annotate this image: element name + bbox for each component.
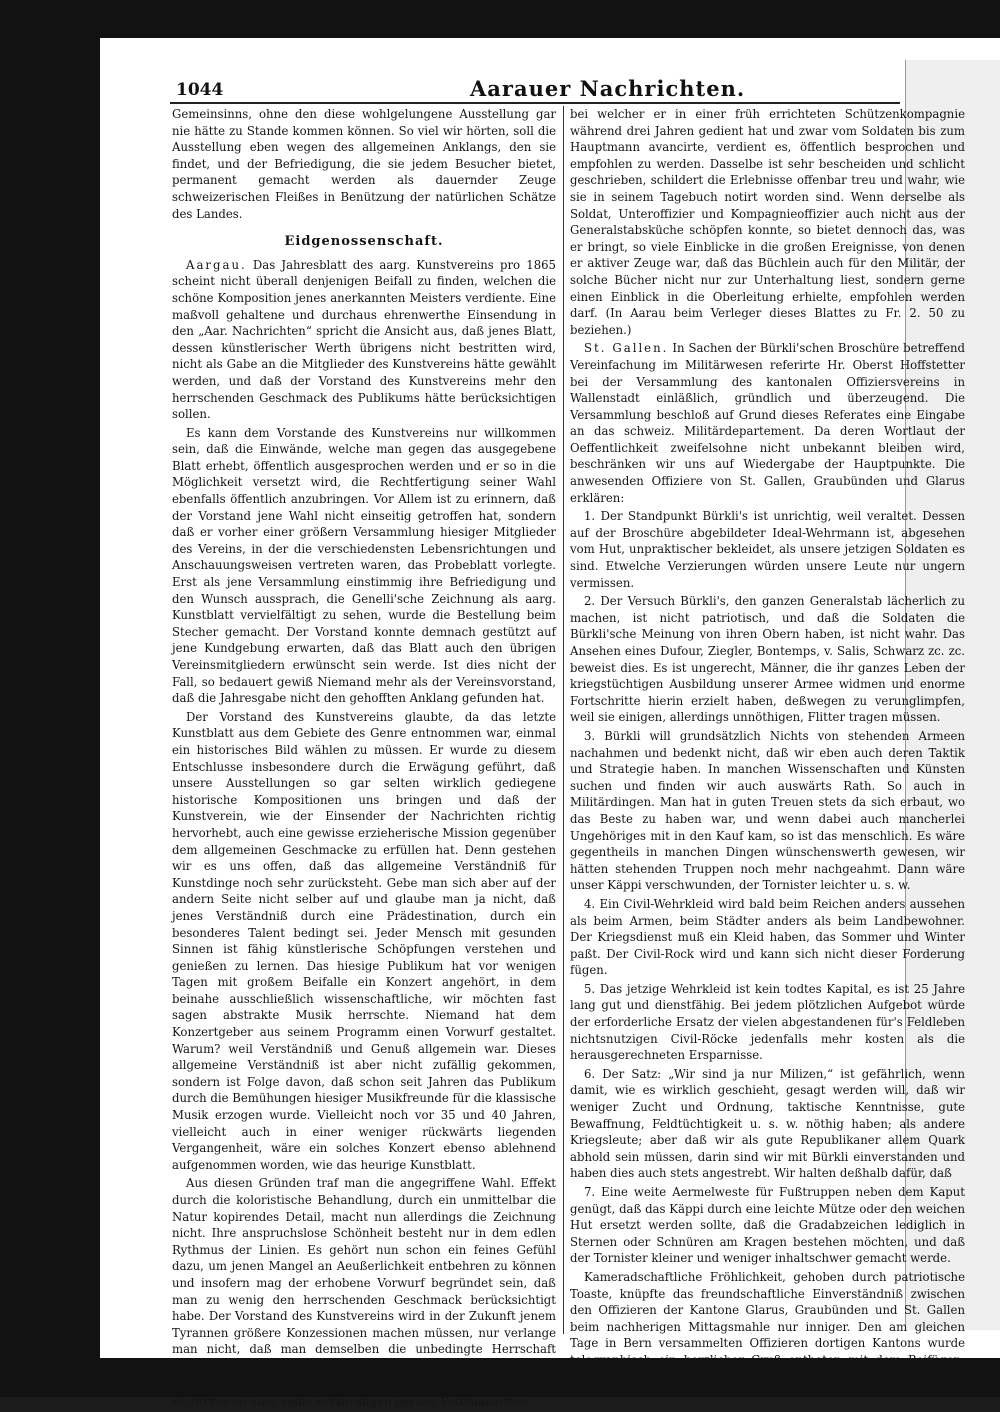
dateline-aargau: Aargau.	[186, 257, 247, 272]
paragraph: Der Vorstand des Kunstvereins glaubte, da das letzte Kunstblatt aus dem Gebiete des Genre entnommen war, einmal ein historisches Bild wählen zu müssen. Er wurde zu diesem Entschlusse insbesondere durch die Erwägung geführt, daß unsere Ausstellungen so gar selten wirklich gediegene historische Kompositionen uns bringen und daß der Kunstverein, wie der Einsender der Nachrichten richtig hervorhebt, auch eine gewisse erzieherische Mission gegenüber dem allgemeinen Geschmacke zu erfüllen hat. Denn gestehen wir es uns offen, daß das allgemeine Verständniß für Kunstdinge noch sehr zurücksteht. Gebe man sich aber auf der andern Seite nicht selber auf und glaube man ja nicht, daß jenes Verständniß durch eine Prädestination, durch ein besonderes Talent bedingt sei. Jeder Mensch mit gesunden Sinnen ist fähig künstlerische Schöpfungen verstehen und genießen zu lernen. Das hiesige Publikum hat vor wenigen Tagen mit großem Beifalle ein Konzert angehört, in dem beinahe ausschließlich wissenschaftliche, wir möchten fast sagen abstrakte Musik herrschte. Niemand hat dem Konzertgeber aus seinem Programm einen Vorwurf gestaltet. Warum? weil Verständniß und Genuß allgemein war. Dieses allgemeine Verständniß ist aber nicht zufällig gekommen, sondern ist Folge davon, daß schon seit Jahren das Publikum durch die Bemühungen hiesiger Musikfreunde für die klassische Musik erzogen wurde. Vielleicht noch vor 35 und 40 Jahren, vielleicht auch in einer weniger rückwärts liegenden Vergangenheit, wäre ein solches Konzert ebenso ablehnend aufgenommen worden, wie das heurige Kunstblatt.	[172, 709, 557, 1172]
list-item: 5. Das jetzige Wehrkleid ist kein todtes Kapital, es ist 25 Jahre lang gut und dienstfähig. Bei jedem plötzlichen Aufgebot würde der erforderliche Ersatz der vielen abgestandenen für's Feldleben nichtsnutzigen Civil-Röcke jedenfalls mehr kosten als die herausgerechneten Ersparnisse.	[570, 981, 965, 1063]
right-column	[570, 106, 965, 1404]
paragraph: Kameradschaftliche Fröhlichkeit, gehoben durch patriotische Toaste, knüpfte das freundschaftliche Einverständniß zwischen den Offizieren der Kantone Glarus, Graubünden und St. Gallen beim nachherigen Mittagsmahle nur inniger. Den am gleichen Tage in Bern versammelten Offizieren dortigen Kantons wurde telegraphisch ein herzlicher Gruß entboten mit dem Beifügen: „Wir sind einig in der Beibehaltung eines besondern Wehrkleides; aber fort mit allem die Wehrkraft nicht fördernden Tande.“	[570, 1269, 965, 1401]
article-zuerich	[172, 1377, 556, 1410]
list-item: 2. Der Versuch Bürkli's, den ganzen Generalstab lächerlich zu machen, ist nicht patriotisch, und daß die Soldaten die Bürkli'sche Meinung von ihren Obern haben, ist nicht wahr. Das Ansehen eines Dufour, Ziegler, Bontemps, v. Salis, Schwarz zc. zc. beweist dies. Es ist ungerecht, Männer, die ihr ganzes Leben der kriegstüchtigen Ausbildung unserer Armee widmen und enorme Fortschritte hierin erzielt haben, deßwegen zu verunglimpfen, weil sie einigen, allerdings unnöthigen, Flitter tragen müssen.	[570, 594, 965, 725]
list-item: 3. Bürkli will grundsätzlich Nichts von stehenden Armeen nachahmen und bedenkt nicht, daß wir eben auch deren Taktik und Strategie haben. In manchen Wissenschaften und Künsten suchen und finden wir auch auswärts Rath. So auch in Militärdingen. Man hat in guten Treuen stets da sich erbaut, wo das Beste zu haben war, und wenn dabei auch mancherlei Ungehöriges mit in den Kauf kam, so ist das menschlich. Es wäre gegentheils in manchen Dingen wünschenswerth gewesen, wir hätten stehenden Truppen noch mehr nachgeahmt. Dann wäre unser Käppi verschwunden, der Tornister leichter u. s. w.	[570, 728, 965, 893]
section-heading: Eidgenossenschaft.	[284, 234, 444, 250]
publication-title: Aarauer Nachrichten.	[470, 76, 746, 101]
list-item: 4. Ein Civil-Wehrkleid wird bald beim Reichen anders aussehen als beim Armen, beim Städter anders als beim Landbewohner. Der Kriegsdienst muß ein Kleid haben, das Sommer und Winter paßt. Der Civil-Rock wird und kann sich nicht dieser Forderung fügen.	[570, 896, 965, 978]
paragraph: Aus diesen Gründen traf man die angegriffene Wahl. Effekt durch die koloristische Behandlung, durch ein unmittelbar die Natur kopirendes Detail, macht nun allerdings die Zeichnung nicht. Ihre anspruchslose Schönheit besteht nur in dem edlen Rythmus der Linien. Es gehört nun schon ein feines Gefühl dazu, um jenen Mangel an Aeußerlichkeit entbehren zu können und insofern mag der erhobene Vorwurf begründet sein, daß man zu wenig den herrschenden Geschmack berücksichtigt habe. Der Vorstand des Kunstvereins wird in der Zukunft jenem Tyrannen größere Konzessionen machen müssen, nur verlange man nicht, daß man demselben die unbedingte Herrschaft zugestehe.	[172, 1176, 556, 1373]
dateline-zuerich: Zürich.	[186, 1377, 243, 1392]
stgallen-text: In Sachen der Bürkli'schen Broschüre betreffend Vereinfachung im Militärwesen referirte Hr. Oberst Hoffstetter bei der Versammlung des kantonalen Offiziersvereins in Wallenstadt einläßlich, gründlich und überzeugend. Die Versammlung beschloß auf Grund dieses Referates eine Eingabe an das schweiz. Militärdepartement. Da deren Wortlaut der Oeffentlichkeit zweifelsohne nicht unbekannt bleiben wird, beschränken wir uns auf Wiedergabe der Hauptpunkte. Die anwesenden Offiziere von St. Gallen, Graubünden und Glarus erklären:	[570, 341, 965, 505]
paragraph: Es kann dem Vorstande des Kunstvereins nur willkommen sein, daß die Einwände, welche man gegen das ausgegebene Blatt erhebt, öffentlich ausgesprochen werden und er so in die Möglichkeit versetzt wird, die Rechtfertigung seiner Wahl ebenfalls öffentlich anzubringen. Vor Allem ist zu erinnern, daß der Vorstand jene Wahl nicht einseitig getroffen hat, sondern daß er vorher einer größern Versammlung hiesiger Mitglieder des Vereins, in der die verschiedensten Lebensrichtungen und Anschauungsweisen vertreten waren, das Probeblatt vorlegte. Erst als jene Versammlung einstimmig ihre Befriedigung und den Wunsch aussprach, die Genelli'sche Zeichnung als aarg. Kunstblatt vervielfältigt zu sehen, wurde die Bestellung beim Stecher gemacht. Der Vorstand konnte demnach gestützt auf jene Kundgebung erwarten, daß das Blatt auch den übrigen Vereinsmitgliedern erwünscht sein werde. Ist dies nicht der Fall, so bedauert gewiß Niemand mehr als der Vereinsvorstand, daß die Jahresgabe nicht den gehofften Anklang gefunden hat.	[172, 425, 556, 706]
intro-paragraph: Gemeinsinns, ohne den diese wohlgelungene Ausstellung gar nie hätte zu Stande kommen können. So viel wir hörten, soll die Ausstellung eben wegen des allgemeinen Anklangs, den sie findet, und der Befriedigung, die sie jedem Besucher bietet, permanent gemacht werden als dauernder Zeuge schweizerischen Fleißes in Benützung der natürlichen Schätze des Landes.	[172, 107, 556, 221]
list-item: 1. Der Standpunkt Bürkli's ist unrichtig, weil veraltet. Dessen auf der Broschüre abgebildeter Ideal-Wehrmann ist, abgesehen vom Hut, unpraktischer bekleidet, als unsere jetzigen Soldaten es sind. Etwelche Verzierungen würden unsere Leute nur ungern vermissen.	[570, 509, 965, 590]
zuerich-text: Das Büchlein des Hrn. Hauptmann Aschmann von Richtersweil über seine Erfahrungen bei der Potomakarmee	[172, 1377, 556, 1409]
column-divider	[563, 106, 564, 1334]
page-number: 1044	[176, 80, 224, 100]
list-item: 6. Der Satz: „Wir sind ja nur Milizen,“ ist gefährlich, wenn damit, wie es wirklich geschieht, gesagt werden will, daß wir weniger Zucht und Ordnung, taktische Kenntnisse, gute Bewaffnung, Feldtüchtigkeit u. s. w. nöthig haben; als andere Kriegsleute; aber daß wir als gute Republikaner allem Quark abhold sein müssen, darin sind wir mit Bürkli einverstanden und haben dies auch stets angestrebt. Wir halten deßhalb dafür, daß	[570, 1066, 965, 1181]
page-header	[170, 76, 900, 104]
article-aargau	[172, 257, 556, 423]
left-column	[172, 106, 556, 1412]
article-stgallen	[570, 340, 965, 506]
list-item: 7. Eine weite Aermelweste für Fußtruppen neben dem Kaput genügt, daß das Käppi durch eine leichte Mütze oder den weichen Hut ersetzt werden sollte, daß die Gradabzeichen lediglich in Sternen oder Schnüren am Kragen bestehen möchten, und daß der Tornister kleiner und weniger inhaltschwer gemacht werde.	[570, 1185, 965, 1266]
paragraph: bei welcher er in einer früh errichteten Schützenkompagnie während drei Jahren gedient hat und zwar vom Soldaten bis zum Hauptmann avancirte, verdient es, öffentlich besprochen und empfohlen zu werden. Dasselbe ist sehr bescheiden und schlicht geschrieben, schildert die Erlebnisse offenbar treu und wahr, wie sie in seinem Tagebuch notirt worden sind. Wenn derselbe als Soldat, Unteroffizier und Kompagnieoffizier auch nicht aus der Generalstabsküche schöpfen konnte, so bietet dennoch das, was er bringt, so viele Einblicke in die großen Ereignisse, von denen er aktiver Zeuge war, daß das Büchlein auch für den Militär, der solche Bücher nicht nur zur Unterhaltung liest, sondern gerne einen Einblick in die Oberleitung erhielte, empfohlen werden darf. (In Aarau beim Verleger dieses Blattes zu Fr. 2. 50 zu beziehen.)	[570, 107, 965, 337]
aargau-text: Das Jahresblatt des aarg. Kunstvereins pro 1865 scheint nicht überall denjenigen Beifall zu finden, welchen die schöne Komposition jenes anerkannten Meisters verdiente. Eine maßvoll gehaltene und durchaus ehrenwerthe Einsendung in den „Aar. Nachrichten“ spricht die Ansicht aus, daß jenes Blatt, dessen künstlerischer Werth übrigens nicht bestritten wird, nicht als Gabe an die Mitglieder des Kunstvereins hätte gewählt werden, und daß der Vorstand des Kunstvereins mehr den herrschenden Geschmack des Publikums hätte berücksichtigen sollen.	[172, 257, 556, 422]
dateline-stgallen: St. Gallen.	[584, 341, 669, 356]
